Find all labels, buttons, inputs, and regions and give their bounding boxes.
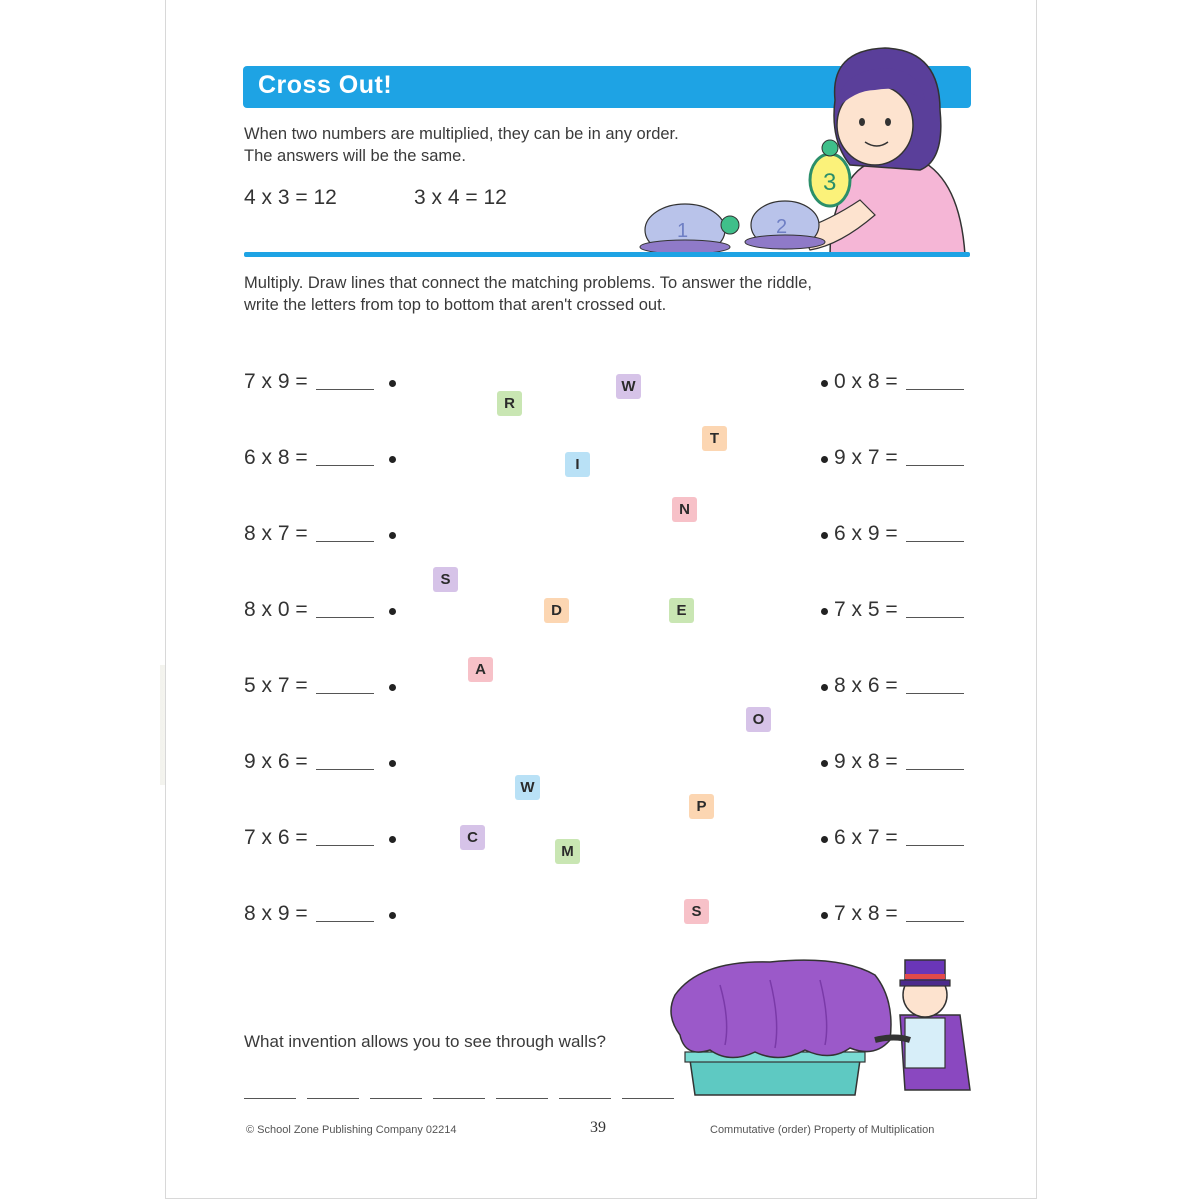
letter-tile[interactable]: A	[468, 657, 493, 682]
riddle-answer-blank[interactable]	[370, 1098, 422, 1099]
connector-dot[interactable]	[389, 912, 396, 919]
answer-blank[interactable]	[316, 541, 374, 542]
answer-blank[interactable]	[906, 541, 964, 542]
left-problem-text: 8 x 7 =	[244, 522, 308, 545]
connector-dot[interactable]	[389, 836, 396, 843]
connector-dot[interactable]	[821, 684, 828, 691]
right-problem-text: 9 x 8 =	[834, 750, 898, 773]
connector-dot[interactable]	[821, 380, 828, 387]
right-problem-text: 9 x 7 =	[834, 446, 898, 469]
riddle-question: What invention allows you to see through walls?	[244, 1032, 606, 1051]
right-problem-text: 7 x 8 =	[834, 902, 898, 925]
right-problem[interactable]	[834, 750, 964, 774]
answer-blank[interactable]	[906, 693, 964, 694]
turtle-number-1: 1	[677, 220, 689, 242]
connector-dot[interactable]	[821, 912, 828, 919]
answer-blank[interactable]	[906, 617, 964, 618]
letter-tile[interactable]: D	[544, 598, 569, 623]
answer-blank[interactable]	[316, 617, 374, 618]
connector-dot[interactable]	[389, 532, 396, 539]
left-problem-text: 8 x 0 =	[244, 598, 308, 621]
footer-copyright: © School Zone Publishing Company 02214	[246, 1124, 457, 1136]
right-problem[interactable]	[834, 370, 964, 394]
right-problem[interactable]	[834, 902, 964, 926]
left-problem-text: 7 x 6 =	[244, 826, 308, 849]
letter-tile[interactable]: T	[702, 426, 727, 451]
example-equation-a: 4 x 3 = 12	[244, 186, 337, 209]
answer-blank[interactable]	[316, 845, 374, 846]
left-problem[interactable]	[244, 750, 374, 774]
left-problem[interactable]	[244, 826, 374, 850]
answer-blank[interactable]	[906, 465, 964, 466]
riddle-answer-blank[interactable]	[622, 1098, 674, 1099]
left-problem-text: 9 x 6 =	[244, 750, 308, 773]
intro-text	[244, 123, 814, 167]
letter-tile[interactable]: P	[689, 794, 714, 819]
connector-dot[interactable]	[389, 380, 396, 387]
answer-blank[interactable]	[316, 769, 374, 770]
intro-line-1: When two numbers are multiplied, they can be in any order.	[244, 125, 679, 143]
letter-tile[interactable]: O	[746, 707, 771, 732]
riddle-answer-blank[interactable]	[433, 1098, 485, 1099]
connector-dot[interactable]	[389, 760, 396, 767]
left-problem-text: 6 x 8 =	[244, 446, 308, 469]
riddle-answer-blank[interactable]	[496, 1098, 548, 1099]
answer-blank[interactable]	[316, 389, 374, 390]
left-problem[interactable]	[244, 598, 374, 622]
answer-blank[interactable]	[316, 465, 374, 466]
right-problem[interactable]	[834, 826, 964, 850]
right-problem[interactable]	[834, 522, 964, 546]
connector-dot[interactable]	[821, 836, 828, 843]
magician-illustration	[660, 940, 980, 1100]
letter-tile[interactable]: S	[433, 567, 458, 592]
answer-blank[interactable]	[906, 845, 964, 846]
riddle-answer-blank[interactable]	[307, 1098, 359, 1099]
footer-topic: Commutative (order) Property of Multiplication	[710, 1124, 935, 1136]
right-problem[interactable]	[834, 674, 964, 698]
letter-tile[interactable]: N	[672, 497, 697, 522]
instructions-line-2: write the letters from top to bottom that aren't crossed out.	[244, 296, 667, 314]
right-problem[interactable]	[834, 446, 964, 470]
letter-tile[interactable]: I	[565, 452, 590, 477]
riddle-answer-blank[interactable]	[244, 1098, 296, 1099]
instructions-text	[244, 272, 964, 316]
right-problem-text: 8 x 6 =	[834, 674, 898, 697]
answer-blank[interactable]	[316, 921, 374, 922]
connector-dot[interactable]	[821, 608, 828, 615]
left-problem-text: 7 x 9 =	[244, 370, 308, 393]
right-problem-text: 7 x 5 =	[834, 598, 898, 621]
letter-tile[interactable]: W	[616, 374, 641, 399]
left-problem[interactable]	[244, 446, 374, 470]
connector-dot[interactable]	[389, 456, 396, 463]
example-equation-b: 3 x 4 = 12	[414, 186, 507, 209]
left-problem[interactable]	[244, 674, 374, 698]
right-problem-text: 0 x 8 =	[834, 370, 898, 393]
left-problem[interactable]	[244, 522, 374, 546]
letter-tile[interactable]: R	[497, 391, 522, 416]
right-problem-text: 6 x 9 =	[834, 522, 898, 545]
letter-tile[interactable]: W	[515, 775, 540, 800]
connector-dot[interactable]	[821, 456, 828, 463]
intro-line-2: The answers will be the same.	[244, 147, 466, 165]
letter-tile[interactable]: C	[460, 825, 485, 850]
riddle-answer-blank[interactable]	[559, 1098, 611, 1099]
page-title: Cross Out!	[258, 71, 393, 99]
right-problem[interactable]	[834, 598, 964, 622]
instructions-line-1: Multiply. Draw lines that connect the matching problems. To answer the riddle,	[244, 274, 812, 292]
connector-dot[interactable]	[821, 760, 828, 767]
answer-blank[interactable]	[906, 389, 964, 390]
answer-blank[interactable]	[316, 693, 374, 694]
turtle-number-3: 3	[823, 169, 837, 196]
connector-dot[interactable]	[821, 532, 828, 539]
letter-tile[interactable]: E	[669, 598, 694, 623]
right-problem-text: 6 x 7 =	[834, 826, 898, 849]
letter-tile[interactable]: S	[684, 899, 709, 924]
left-problem-text: 8 x 9 =	[244, 902, 308, 925]
page-number: 39	[590, 1119, 606, 1136]
answer-blank[interactable]	[906, 769, 964, 770]
connector-dot[interactable]	[389, 684, 396, 691]
letter-tile[interactable]: M	[555, 839, 580, 864]
section-divider	[244, 252, 970, 257]
connector-dot[interactable]	[389, 608, 396, 615]
left-problem[interactable]	[244, 902, 374, 926]
turtle-number-2: 2	[776, 216, 788, 238]
left-problem[interactable]	[244, 370, 374, 394]
answer-blank[interactable]	[906, 921, 964, 922]
left-problem-text: 5 x 7 =	[244, 674, 308, 697]
